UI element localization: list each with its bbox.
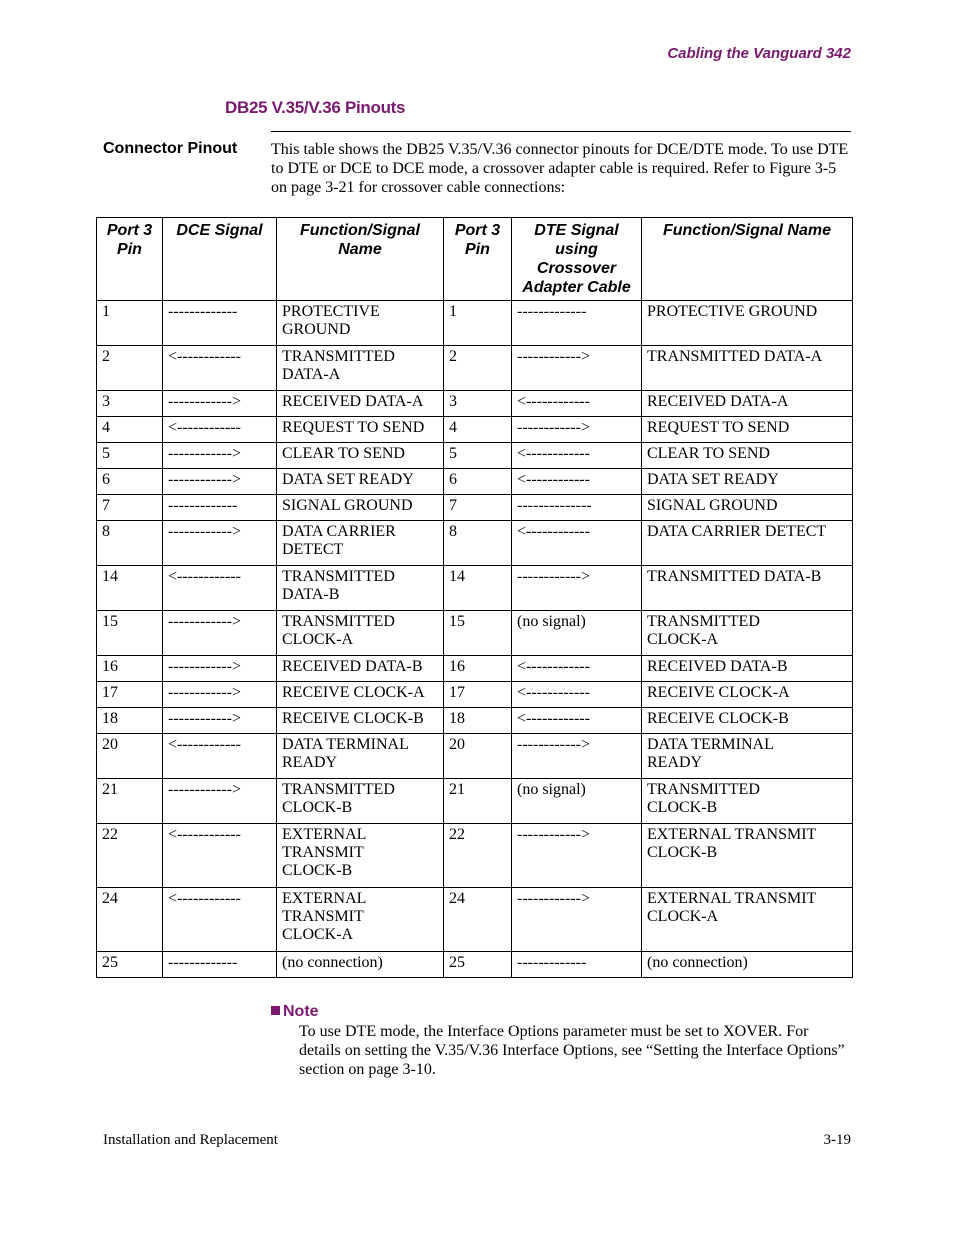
header-port-pin-dce: Port 3 Pin bbox=[97, 218, 163, 301]
table-row bbox=[97, 346, 853, 391]
dte-signal-cell: ------------> bbox=[512, 417, 642, 443]
dce-function-cell: CLEAR TO SEND bbox=[277, 443, 444, 469]
dce-signal-cell: ------------> bbox=[163, 391, 277, 417]
note-label: Note bbox=[283, 1003, 319, 1020]
dce-signal-cell: ------------- bbox=[163, 495, 277, 521]
pin-cell: 14 bbox=[444, 566, 512, 611]
dte-function-cell: EXTERNAL TRANSMIT CLOCK-B bbox=[642, 824, 853, 888]
pin-cell: 17 bbox=[97, 682, 163, 708]
dce-function-cell: TRANSMITTED DATA-A bbox=[277, 346, 444, 391]
dte-signal-cell: ------------> bbox=[512, 824, 642, 888]
dte-signal-cell: ------------> bbox=[512, 346, 642, 391]
dte-signal-cell: -------------- bbox=[512, 495, 642, 521]
pin-cell: 8 bbox=[444, 521, 512, 566]
dte-function-cell: RECEIVED DATA-B bbox=[642, 656, 853, 682]
table-row bbox=[97, 521, 853, 566]
dce-signal-cell: ------------- bbox=[163, 301, 277, 346]
pin-cell: 22 bbox=[444, 824, 512, 888]
table-row bbox=[97, 495, 853, 521]
dte-signal-cell: ------------> bbox=[512, 566, 642, 611]
dce-signal-cell: ------------> bbox=[163, 682, 277, 708]
pinout-table bbox=[96, 217, 853, 978]
dce-function-cell: EXTERNAL TRANSMIT CLOCK-B bbox=[277, 824, 444, 888]
dte-signal-cell: <------------ bbox=[512, 469, 642, 495]
dce-signal-cell: <------------ bbox=[163, 824, 277, 888]
section-title: DB25 V.35/V.36 Pinouts bbox=[225, 98, 406, 117]
dte-function-cell: DATA CARRIER DETECT bbox=[642, 521, 853, 566]
pin-cell: 25 bbox=[444, 952, 512, 978]
table-row bbox=[97, 952, 853, 978]
pin-cell: 7 bbox=[97, 495, 163, 521]
dce-signal-cell: <------------ bbox=[163, 346, 277, 391]
table-body bbox=[97, 301, 853, 978]
table-row bbox=[97, 391, 853, 417]
dte-signal-cell: (no signal) bbox=[512, 779, 642, 824]
dce-function-cell: RECEIVE CLOCK-B bbox=[277, 708, 444, 734]
pin-cell: 15 bbox=[97, 611, 163, 656]
pin-cell: 16 bbox=[444, 656, 512, 682]
table-row bbox=[97, 682, 853, 708]
dte-function-cell: CLEAR TO SEND bbox=[642, 443, 853, 469]
dce-function-cell: RECEIVE CLOCK-A bbox=[277, 682, 444, 708]
footer-page-number: 3-19 bbox=[823, 1132, 851, 1148]
dte-signal-cell: <------------ bbox=[512, 708, 642, 734]
dce-function-cell: EXTERNAL TRANSMIT CLOCK-A bbox=[277, 888, 444, 952]
pin-cell: 8 bbox=[97, 521, 163, 566]
dte-function-cell: RECEIVED DATA-A bbox=[642, 391, 853, 417]
table-row bbox=[97, 417, 853, 443]
dte-signal-cell: ------------- bbox=[512, 301, 642, 346]
table-row bbox=[97, 708, 853, 734]
pin-cell: 18 bbox=[97, 708, 163, 734]
dce-signal-cell: ------------> bbox=[163, 779, 277, 824]
dce-signal-cell: ------------> bbox=[163, 521, 277, 566]
dce-function-cell: REQUEST TO SEND bbox=[277, 417, 444, 443]
intro-paragraph: This table shows the DB25 V.35/V.36 connector pinouts for DCE/DTE mode. To use DTE to DTE or DCE to DCE mode, a crossover adapter cable is required. Refer to Figure 3-5 on page 3-21 for crossover cable connections: bbox=[271, 141, 849, 196]
dce-signal-cell: <------------ bbox=[163, 888, 277, 952]
dce-signal-cell: ------------> bbox=[163, 708, 277, 734]
dce-function-cell: (no connection) bbox=[277, 952, 444, 978]
pin-cell: 20 bbox=[97, 734, 163, 779]
dce-signal-cell: ------------> bbox=[163, 469, 277, 495]
pin-cell: 18 bbox=[444, 708, 512, 734]
dte-signal-cell: <------------ bbox=[512, 682, 642, 708]
table-row bbox=[97, 611, 853, 656]
dce-signal-cell: ------------> bbox=[163, 443, 277, 469]
running-header: Cabling the Vanguard 342 bbox=[667, 45, 851, 62]
pin-cell: 3 bbox=[97, 391, 163, 417]
dte-function-cell: EXTERNAL TRANSMIT CLOCK-A bbox=[642, 888, 853, 952]
table-header bbox=[97, 218, 853, 301]
pin-cell: 1 bbox=[444, 301, 512, 346]
pin-cell: 24 bbox=[97, 888, 163, 952]
table-row bbox=[97, 566, 853, 611]
table-row bbox=[97, 469, 853, 495]
dte-function-cell: (no connection) bbox=[642, 952, 853, 978]
note-text: To use DTE mode, the Interface Options parameter must be set to XOVER. For details on setting the V.35/V.36 Interface Options, see “Setting the Interface Options” section on page 3-10. bbox=[299, 1023, 845, 1078]
pin-cell: 21 bbox=[444, 779, 512, 824]
dte-signal-cell: ------------> bbox=[512, 734, 642, 779]
dce-signal-cell: ------------- bbox=[163, 952, 277, 978]
dte-function-cell: TRANSMITTED DATA-A bbox=[642, 346, 853, 391]
dce-signal-cell: ------------> bbox=[163, 611, 277, 656]
dte-function-cell: TRANSMITTED CLOCK-A bbox=[642, 611, 853, 656]
dte-function-cell: DATA SET READY bbox=[642, 469, 853, 495]
dce-function-cell: DATA TERMINAL READY bbox=[277, 734, 444, 779]
pin-cell: 16 bbox=[97, 656, 163, 682]
table-row bbox=[97, 301, 853, 346]
dte-signal-cell: <------------ bbox=[512, 656, 642, 682]
dte-signal-cell: (no signal) bbox=[512, 611, 642, 656]
pin-cell: 25 bbox=[97, 952, 163, 978]
section-divider bbox=[271, 131, 851, 132]
header-dte-signal: DTE Signal using Crossover Adapter Cable bbox=[512, 218, 642, 301]
pin-cell: 5 bbox=[444, 443, 512, 469]
dte-function-cell: TRANSMITTED CLOCK-B bbox=[642, 779, 853, 824]
table-row bbox=[97, 779, 853, 824]
pin-cell: 7 bbox=[444, 495, 512, 521]
dte-function-cell: SIGNAL GROUND bbox=[642, 495, 853, 521]
dce-function-cell: DATA SET READY bbox=[277, 469, 444, 495]
dte-function-cell: RECEIVE CLOCK-B bbox=[642, 708, 853, 734]
pin-cell: 4 bbox=[97, 417, 163, 443]
dte-signal-cell: <------------ bbox=[512, 391, 642, 417]
dce-function-cell: TRANSMITTED CLOCK-B bbox=[277, 779, 444, 824]
dce-function-cell: RECEIVED DATA-A bbox=[277, 391, 444, 417]
dte-function-cell: DATA TERMINAL READY bbox=[642, 734, 853, 779]
dce-function-cell: TRANSMITTED DATA-B bbox=[277, 566, 444, 611]
dte-function-cell: TRANSMITTED DATA-B bbox=[642, 566, 853, 611]
side-heading: Connector Pinout bbox=[103, 140, 238, 157]
dce-function-cell: SIGNAL GROUND bbox=[277, 495, 444, 521]
table-row bbox=[97, 734, 853, 779]
pin-cell: 6 bbox=[97, 469, 163, 495]
footer-chapter-title: Installation and Replacement bbox=[103, 1132, 278, 1148]
pin-cell: 3 bbox=[444, 391, 512, 417]
pin-cell: 20 bbox=[444, 734, 512, 779]
pin-cell: 5 bbox=[97, 443, 163, 469]
dte-function-cell: RECEIVE CLOCK-A bbox=[642, 682, 853, 708]
dce-signal-cell: <------------ bbox=[163, 417, 277, 443]
table-row bbox=[97, 656, 853, 682]
pin-cell: 14 bbox=[97, 566, 163, 611]
pin-cell: 22 bbox=[97, 824, 163, 888]
square-bullet-icon bbox=[271, 1006, 280, 1015]
dce-function-cell: PROTECTIVE GROUND bbox=[277, 301, 444, 346]
dce-function-cell: RECEIVED DATA-B bbox=[277, 656, 444, 682]
table-row bbox=[97, 824, 853, 888]
header-dce-signal: DCE Signal bbox=[163, 218, 277, 301]
dte-function-cell: PROTECTIVE GROUND bbox=[642, 301, 853, 346]
dte-signal-cell: ------------> bbox=[512, 888, 642, 952]
dte-signal-cell: <------------ bbox=[512, 521, 642, 566]
pin-cell: 4 bbox=[444, 417, 512, 443]
header-function-name-dce: Function/Signal Name bbox=[277, 218, 444, 301]
pin-cell: 21 bbox=[97, 779, 163, 824]
pin-cell: 15 bbox=[444, 611, 512, 656]
note-heading bbox=[271, 1003, 319, 1021]
pin-cell: 6 bbox=[444, 469, 512, 495]
dte-signal-cell: <------------ bbox=[512, 443, 642, 469]
header-function-name-dte: Function/Signal Name bbox=[642, 218, 853, 301]
pin-cell: 2 bbox=[444, 346, 512, 391]
dce-signal-cell: <------------ bbox=[163, 566, 277, 611]
pin-cell: 1 bbox=[97, 301, 163, 346]
dce-signal-cell: ------------> bbox=[163, 656, 277, 682]
pin-cell: 2 bbox=[97, 346, 163, 391]
pin-cell: 17 bbox=[444, 682, 512, 708]
dce-function-cell: DATA CARRIER DETECT bbox=[277, 521, 444, 566]
pin-cell: 24 bbox=[444, 888, 512, 952]
header-port-pin-dte: Port 3 Pin bbox=[444, 218, 512, 301]
dte-signal-cell: ------------- bbox=[512, 952, 642, 978]
table-row bbox=[97, 888, 853, 952]
table-row bbox=[97, 443, 853, 469]
dce-function-cell: TRANSMITTED CLOCK-A bbox=[277, 611, 444, 656]
dce-signal-cell: <------------ bbox=[163, 734, 277, 779]
dte-function-cell: REQUEST TO SEND bbox=[642, 417, 853, 443]
header-row bbox=[97, 218, 853, 301]
